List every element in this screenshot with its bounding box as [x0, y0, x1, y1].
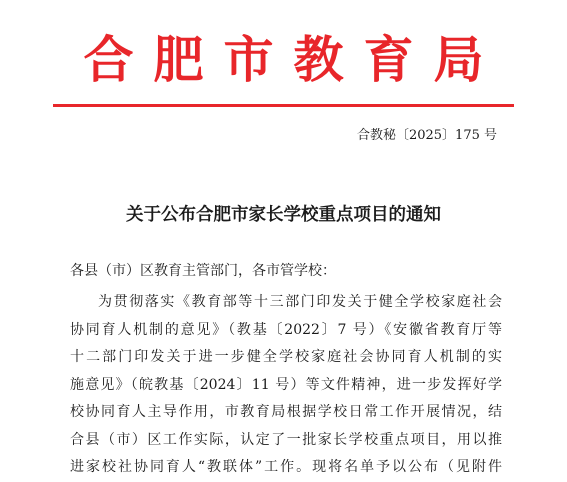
body-line: 校协同育人主导作用，市教育局根据学校日常工作开展情况，结: [70, 404, 502, 420]
body-line: 进家校社协同育人“教联体”工作。现将名单予以公布（见附件: [70, 459, 502, 475]
body-line: 十二部门印发关于进一步健全学校家庭社会协同育人机制的实: [70, 349, 502, 365]
body-line: 为贯彻落实《教育部等十三部门印发关于健全学校家庭社会: [98, 294, 502, 310]
body-line: 合县（市）区工作实际，认定了一批家长学校重点项目，用以推: [70, 431, 502, 448]
body-line: 施意见》（皖教基〔2024〕11 号）等文件精神，进一步发挥好学: [70, 376, 502, 393]
red-divider-line: [53, 104, 514, 107]
body-line: 协同育人机制的意见》（教基〔2022〕7 号）《安徽省教育厅等: [70, 321, 502, 338]
notice-title: 关于公布合肥市家长学校重点项目的通知: [126, 205, 441, 225]
agency-letterhead: 合肥市教育局: [83, 31, 504, 89]
body-paragraph: [70, 289, 502, 482]
salutation: 各县（市）区教育主管部门，各市管学校：: [70, 263, 336, 279]
document-number: 合教秘〔2025〕175 号: [356, 128, 497, 143]
